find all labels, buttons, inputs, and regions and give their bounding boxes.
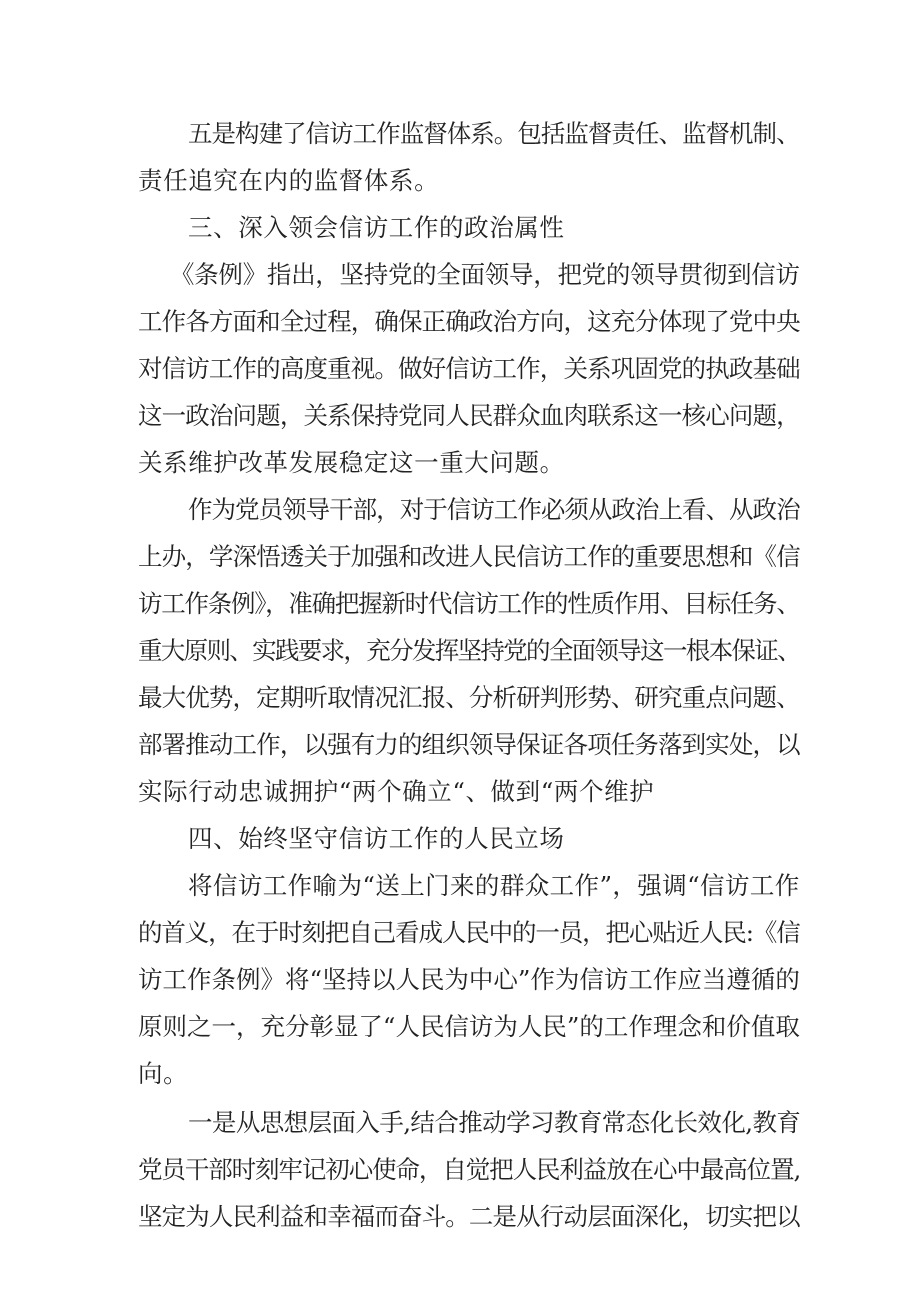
paragraph-line: 这一政治问题，关系保持党同人民群众血肉联系这一核心问题， xyxy=(138,401,800,430)
paragraph-line: 《条例》指出，坚持党的全面领导，把党的领导贯彻到信访 xyxy=(170,260,800,289)
paragraph-line: 党员干部时刻牢记初心使命，自觉把人民利益放在心中最高位置, xyxy=(138,1155,801,1184)
paragraph-line: 五是构建了信访工作监督体系。包括监督责任、监督机制、 xyxy=(188,119,800,148)
paragraph-line: 的首义，在于时刻把自己看成人民中的一员，把心贴近人民:《信 xyxy=(138,918,800,947)
paragraph-line: 访工作条例》，准确把握新时代信访工作的性质作用、目标任务、 xyxy=(138,589,800,618)
section-heading: 三、深入领会信访工作的政治属性 xyxy=(188,213,565,242)
paragraph-line: 原则之一，充分彰显了“人民信访为人民”的工作理念和价值取 xyxy=(138,1012,800,1041)
paragraph-line: 实际行动忠诚拥护“两个确立“、做到“两个维护 xyxy=(138,777,655,806)
paragraph-line: 一是从思想层面入手,结合推动学习教育常态化长效化,教育 xyxy=(188,1108,801,1137)
paragraph-line: 上办，学深悟透关于加强和改进人民信访工作的重要思想和《信 xyxy=(138,542,800,571)
paragraph-line: 关系维护改革发展稳定这一重大问题。 xyxy=(138,448,565,477)
paragraph-line: 向。 xyxy=(138,1059,189,1088)
paragraph-line: 责任追究在内的监督体系。 xyxy=(138,166,440,195)
paragraph-line: 对信访工作的高度重视。做好信访工作，关系巩固党的执政基础 xyxy=(138,354,800,383)
paragraph-line: 坚定为人民利益和幸福而奋斗。二是从行动层面深化，切实把以 xyxy=(138,1202,800,1231)
paragraph-line: 重大原则、实践要求，充分发挥坚持党的全面领导这一根本保证、 xyxy=(138,636,800,665)
paragraph-line: 访工作条例》将“坚持以人民为中心”作为信访工作应当遵循的 xyxy=(138,965,800,994)
section-heading: 四、始终坚守信访工作的人民立场 xyxy=(188,824,565,853)
paragraph-line: 工作各方面和全过程，确保正确政治方向，这充分体现了党中央 xyxy=(138,307,800,336)
paragraph-line: 将信访工作喻为“送上门来的群众工作”，强调“信访工作 xyxy=(188,871,800,900)
paragraph-line: 作为党员领导干部，对于信访工作必须从政治上看、从政治 xyxy=(188,495,800,524)
paragraph-line: 最大优势，定期听取情况汇报、分析研判形势、研究重点问题、 xyxy=(138,683,800,712)
paragraph-line: 部署推动工作，以强有力的组织领导保证各项任务落到实处，以 xyxy=(138,730,800,759)
